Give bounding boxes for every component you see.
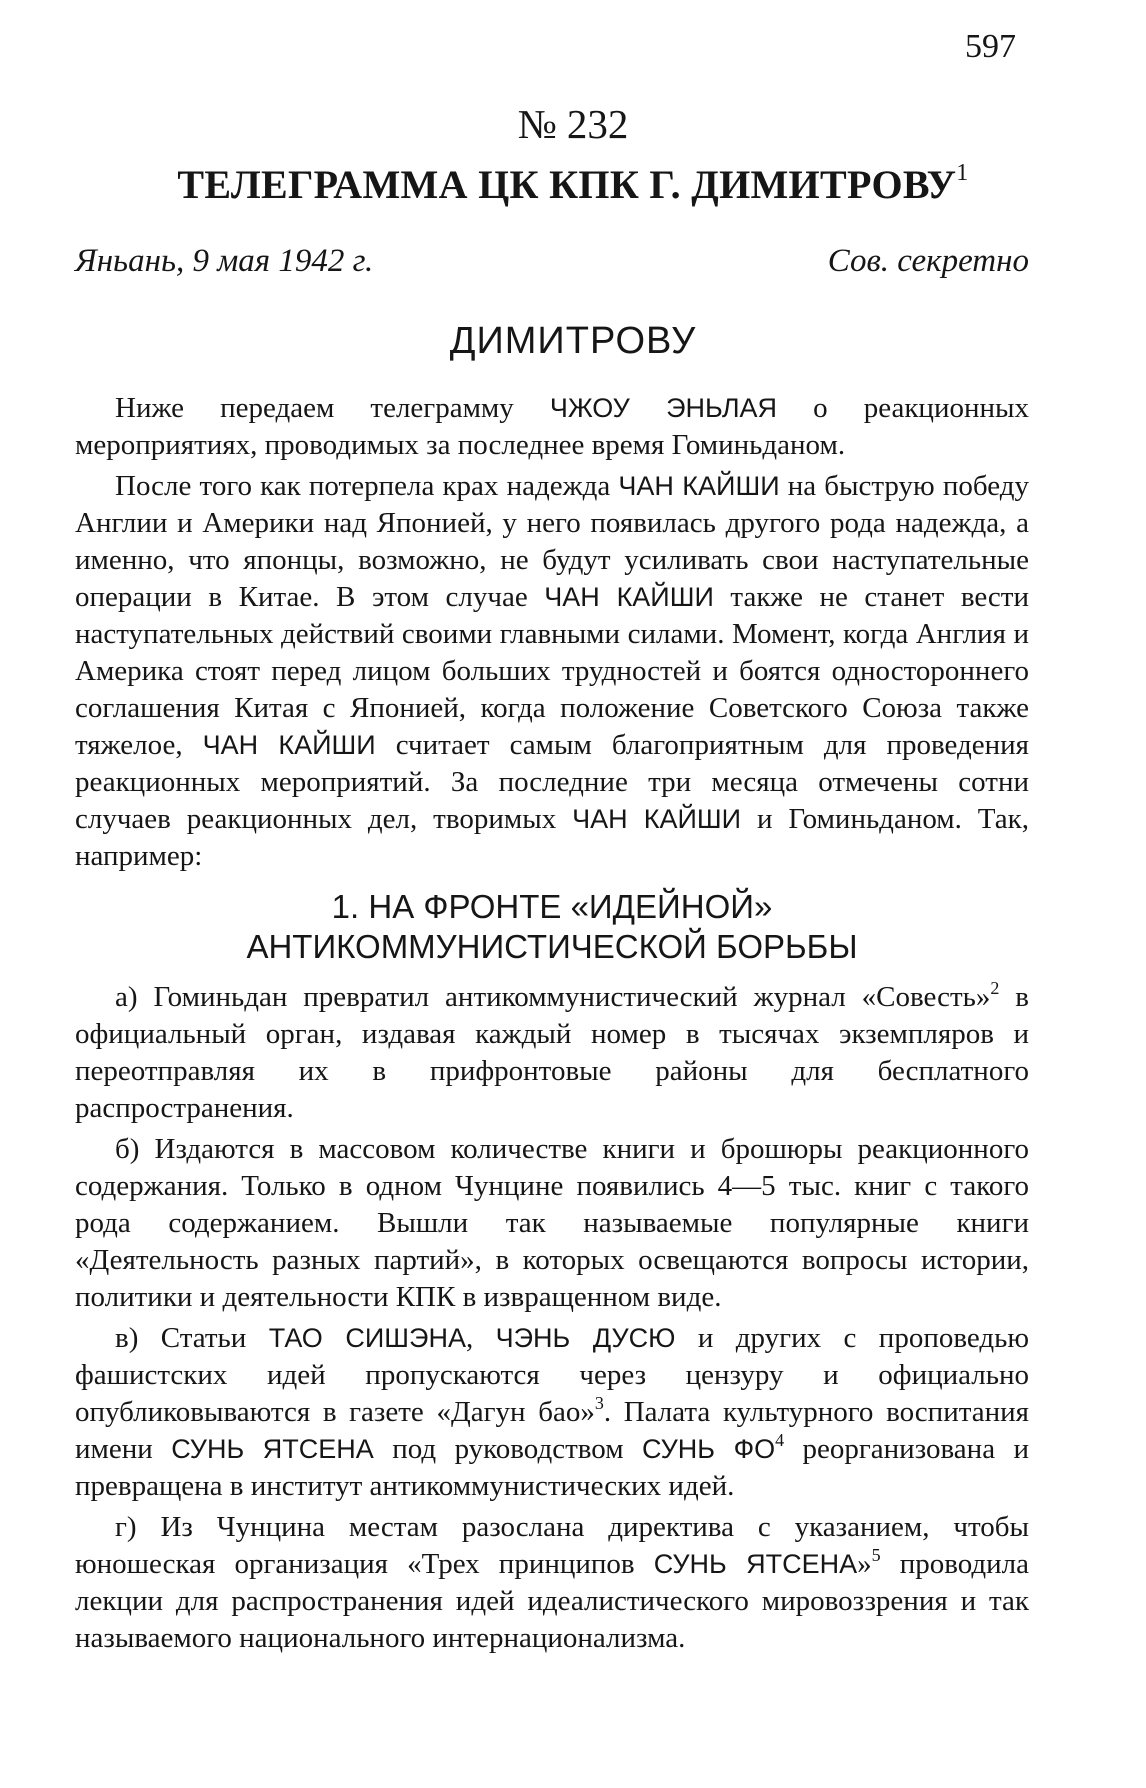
text-run: , [465,1322,496,1354]
title-footnote-marker: 1 [956,160,969,186]
text-run: под руководством [373,1433,642,1465]
section-heading [75,887,1029,967]
text-run: г) Из Чунцина местам разослана директива с указанием, чтобы юношеская организация «Трех принципов [75,1511,1029,1580]
text-run: в официальный орган, издавая каждый номер в тысячах экземпляров и переотправляя их в прифронтовые районы для бесплатного распространения. [75,981,1029,1124]
person-name: ЧЖОУ ЭНЬЛАЯ [549,393,778,423]
person-name: СУНЬ ЯТСЕНА [653,1549,858,1579]
text-run: также не станет вести наступательных действий своими главными силами. Момент, когда Англия и Америка стоят перед лицом больших трудностей и боятся одностороннего соглашения Китая с Японией, когда положение Советского Союза также тяжелое, [75,581,1030,761]
footnote-marker: 3 [594,1393,604,1413]
text-run: считает самым благоприятным для проведения реакционных мероприятий. За последние три месяца отмечены сотни случаев реакционных дел, творимых [75,729,1029,835]
text-run: в) Статьи [115,1322,269,1354]
document-body [75,390,1029,1661]
paragraph-item-b [75,1131,1029,1316]
text-run: . Палата культурного воспитания имени [75,1396,1029,1465]
document-number: № 232 [517,101,629,147]
text-run: а) Гоминьдан превратил антикоммунистический журнал «Совесть» [115,981,991,1013]
person-name: СУНЬ ФО [641,1434,776,1464]
person-name: ЧАН КАЙШИ [544,582,714,612]
person-name: ЧАН КАЙШИ [618,471,780,501]
person-name: СУНЬ ЯТСЕНА [171,1434,374,1464]
footnote-marker: 5 [871,1545,881,1565]
text-run: После того как потерпела крах надежда [115,470,619,502]
paragraph-item-a [75,979,1029,1127]
place-date: Яньань, 9 мая 1942 г. [75,243,374,279]
addressee: ДИМИТРОВУ [449,320,697,362]
classification-mark: Сов. секретно [827,243,1029,279]
paragraph-intro [75,390,1029,464]
paragraph-item-d [75,1509,1029,1657]
person-name: ЧАН КАЙШИ [202,730,376,760]
text-run: на быструю победу Англии и Америки над Японией, у него появилась другого рода надежда, а именно, что японцы, возможно, не будут усиливать свои наступательные операции в Китае. В этом случае [75,470,1029,613]
page-number: 597 [965,28,1016,65]
footnote-marker: 2 [990,978,1000,998]
text-run: реорганизована и превращена в институт антикоммунистических идей. [75,1433,1029,1502]
footnote-marker: 4 [775,1430,785,1450]
text-run: » [857,1548,872,1580]
paragraph-item-c [75,1320,1029,1505]
text-run: и Гоминьданом. Так, например: [75,803,1029,872]
person-name: ЧЭНЬ ДУСЮ [495,1323,676,1353]
paragraph-context [75,468,1029,875]
section-heading-line: 1. НА ФРОНТЕ «ИДЕЙНОЙ» [331,888,773,925]
text-run: проводила лекции для распространения идей идеалистического мировоззрения и так называемого национального интернационализма. [75,1548,1030,1654]
person-name: ТАО СИШЭНА [268,1323,466,1353]
text-run: б) Издаются в массовом количестве книги и брошюры реакционного содержания. Только в одном Чунцине появились 4—5 тыс. книг с такого рода содержанием. Вышли так называемые популярные книги «Деятельность разных партий», в которых освещаются вопросы истории, политики и деятельности КПК в извращенном виде. [75,1133,1029,1313]
person-name: ЧАН КАЙШИ [572,804,742,834]
text-run: и других с проповедью фашистских идей пропускаются через цензуру и официально опубликовываются в газете «Дагун бао» [75,1322,1029,1428]
section-heading-line: АНТИКОММУНИСТИЧЕСКОЙ БОРЬБЫ [246,928,858,965]
document-title [0,160,1146,208]
text-run: Ниже передаем телеграмму [115,392,550,424]
text-run: о реакционных мероприятиях, проводимых за последнее время Гоминьданом. [75,392,1029,461]
document-title-text: ТЕЛЕГРАММА ЦК КПК Г. ДИМИТРОВУ [177,162,957,207]
